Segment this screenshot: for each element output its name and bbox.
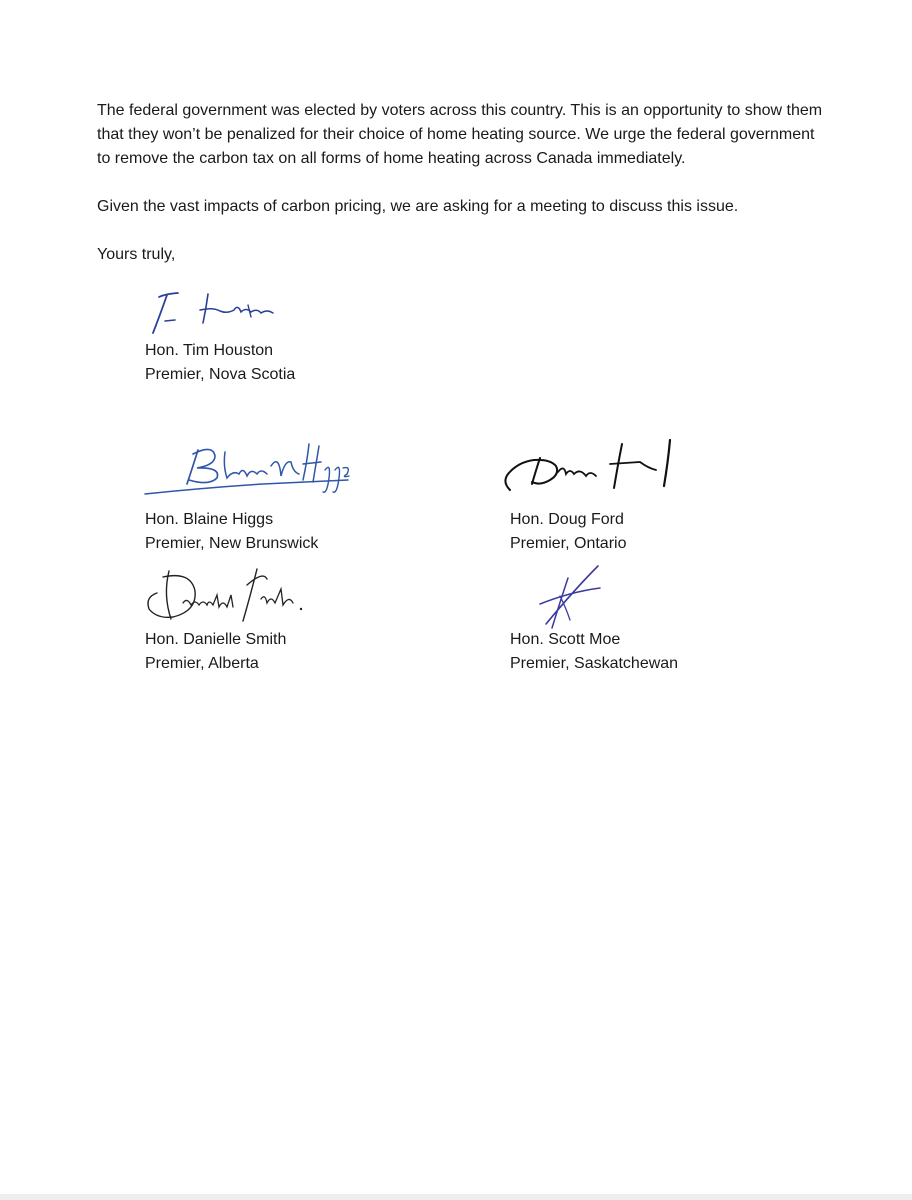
signer-block-moe xyxy=(510,628,678,676)
closing-salutation: Yours truly, xyxy=(97,246,176,263)
signer-block-smith xyxy=(145,628,286,676)
signer-title: Premier, Saskatchewan xyxy=(510,655,679,672)
page-bottom-edge xyxy=(0,1194,912,1200)
signer-name: Hon. Doug Ford xyxy=(510,511,624,528)
signature-danielle-smith xyxy=(143,565,308,625)
signer-title: Premier, New Brunswick xyxy=(145,535,319,552)
signer-block-higgs xyxy=(145,508,318,556)
body-paragraph-1: The federal government was elected by voters across this country. This is an opportunity to show them that they won’t be penalized for their choice of home heating source. We urge the federal government to remove the carbon tax on all forms of home heating across Canada immediately. xyxy=(97,102,823,167)
signature-scott-moe xyxy=(530,562,610,630)
signer-name: Hon. Danielle Smith xyxy=(145,631,287,648)
signature-tim-houston xyxy=(145,283,285,338)
body-paragraph-2: Given the vast impacts of carbon pricing, we are asking for a meeting to discuss this issue. xyxy=(97,198,739,215)
signer-name: Hon. Blaine Higgs xyxy=(145,511,274,528)
signer-name: Hon. Scott Moe xyxy=(510,631,621,648)
signer-title: Premier, Alberta xyxy=(145,655,259,672)
signer-block-ford xyxy=(510,508,626,556)
signature-blaine-higgs xyxy=(143,436,358,498)
signer-title: Premier, Ontario xyxy=(510,535,627,552)
signer-title: Premier, Nova Scotia xyxy=(145,366,296,383)
signature-doug-ford xyxy=(500,434,685,496)
signer-name: Hon. Tim Houston xyxy=(145,342,274,359)
signer-block-houston xyxy=(145,339,295,387)
